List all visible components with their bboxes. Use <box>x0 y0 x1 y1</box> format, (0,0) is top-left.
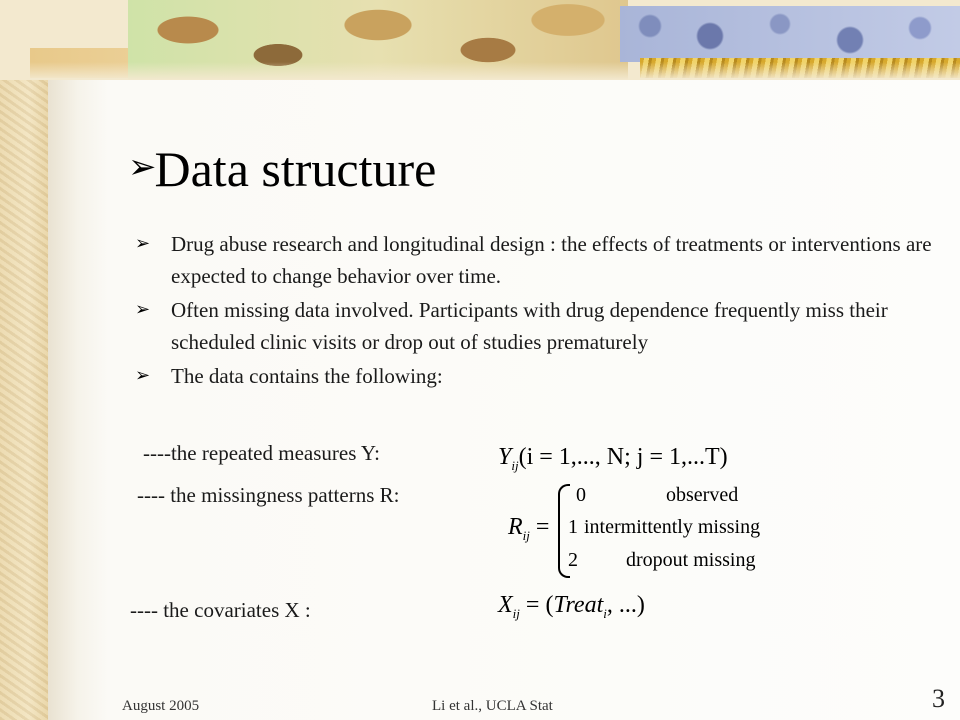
x-equals: = ( <box>525 592 554 618</box>
covariates-label: ---- the covariates X : <box>130 598 311 622</box>
y-subscript: ij <box>511 457 519 473</box>
treat-variable: Treat <box>553 592 604 618</box>
bullet-item <box>135 360 935 392</box>
x-subscript: ij <box>512 605 520 621</box>
page-number: 3 <box>932 684 945 713</box>
r-variable: R <box>508 514 523 540</box>
arrow-bullet-icon: ➢ <box>135 233 151 254</box>
bullet-text: The data contains the following: <box>171 364 443 388</box>
bullet-item <box>135 294 935 358</box>
left-parchment-strip <box>0 0 48 720</box>
x-tail: , ...) <box>606 592 645 618</box>
bullet-text: Drug abuse research and longitudinal design : the effects of treatments or interventions are expected to change behavior over time. <box>171 232 932 288</box>
arrow-bullet-icon: ➢ <box>128 147 157 187</box>
bullet-list <box>135 228 935 394</box>
case-value: 0 <box>576 484 586 506</box>
case-label: observed <box>666 484 739 506</box>
footer-author: Li et al., UCLA Stat <box>432 698 553 714</box>
x-variable: X <box>498 592 513 618</box>
y-index-range: (i = 1,..., N; j = 1,...T) <box>518 444 728 470</box>
arrow-bullet-icon: ➢ <box>135 299 151 320</box>
treat-subscript: i <box>603 605 607 621</box>
case-value: 2 <box>568 549 578 571</box>
decorative-banner <box>0 0 960 80</box>
r-subscript: ij <box>522 527 530 543</box>
bullet-item <box>135 228 935 292</box>
missingness-equation <box>508 484 788 579</box>
case-row <box>568 549 755 572</box>
r-equals: = <box>535 514 550 540</box>
case-row <box>568 516 760 539</box>
footer-date: August 2005 <box>122 698 200 714</box>
missingness-label: ---- the missingness patterns R: <box>137 483 400 507</box>
repeated-measures-equation <box>498 444 728 474</box>
banner-fade <box>0 62 960 80</box>
slide-title <box>128 140 436 198</box>
bullet-text: Often missing data involved. Participants with drug dependence frequently miss their scheduled clinic visits or drop out of studies prematurely <box>171 298 888 354</box>
case-label: intermittently missing <box>584 516 761 538</box>
case-row <box>568 484 738 507</box>
case-label: dropout missing <box>626 549 756 571</box>
y-variable: Y <box>498 444 512 470</box>
slide-title-text: Data structure <box>154 141 437 197</box>
covariates-equation <box>498 592 645 622</box>
case-value: 1 <box>568 516 578 538</box>
banner-blue-flowers-image <box>620 6 960 62</box>
repeated-measures-label: ----the repeated measures Y: <box>143 441 380 465</box>
arrow-bullet-icon: ➢ <box>135 365 151 386</box>
r-lhs <box>508 514 549 544</box>
